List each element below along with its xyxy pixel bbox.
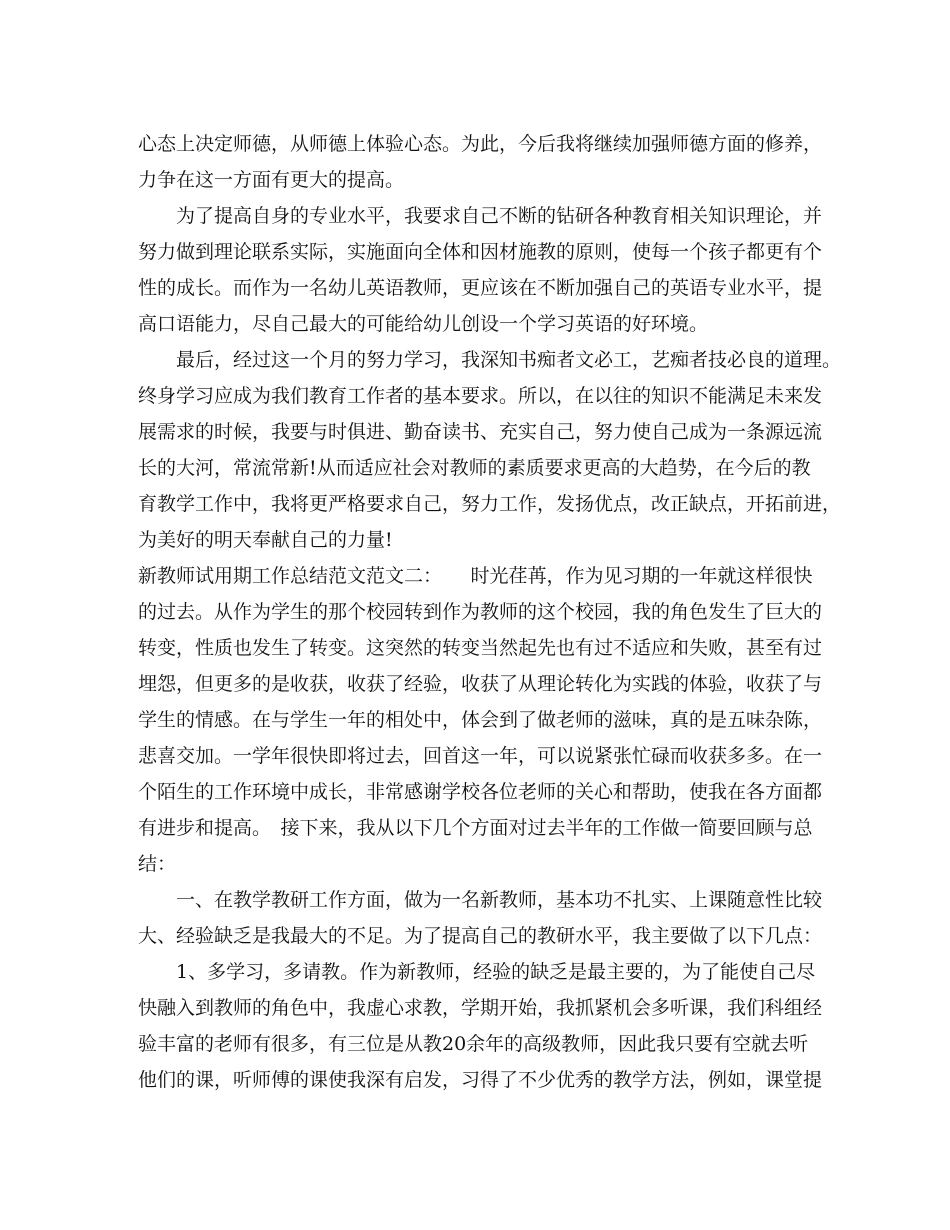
text-line: 悲喜交加。一学年很快即将过去，回首这一年，可以说紧张忙碌而收获多多。在一 — [138, 745, 823, 767]
text-line: 心态上决定师德，从师德上体验心态。为此，今后我将继续加强师德方面的修养， — [138, 133, 823, 155]
text-line: 学生的情感。在与学生一年的相处中，体会到了做老师的滋味，真的是五味杂陈， — [138, 709, 823, 731]
text-line: 一、在教学教研工作方面，做为一名新教师，基本功不扎实、上课随意性比较 — [138, 889, 823, 911]
text-line: 性的成长。而作为一名幼儿英语教师，更应该在不断加强自己的英语专业水平，提 — [138, 277, 823, 299]
text-line: 育教学工作中，我将更严格要求自己，努力工作，发扬优点，改正缺点，开拓前进， — [138, 493, 842, 515]
text-line: 个陌生的工作环境中成长，非常感谢学校各位老师的关心和帮助，使我在各方面都 — [138, 781, 823, 803]
text-line: 他们的课，听师傅的课使我深有启发，习得了不少优秀的教学方法，例如，课堂提 — [138, 1069, 823, 1091]
text-line: 终身学习应成为我们教育工作者的基本要求。所以，在以往的知识不能满足未来发 — [138, 385, 823, 407]
text-line: 1、多学习，多请教。作为新教师，经验的缺乏是最主要的，为了能使自己尽 — [138, 961, 816, 983]
text-line: 为美好的明天奉献自己的力量! — [138, 529, 393, 551]
text-line: 展需求的时候，我要与时俱进、勤奋读书、充实自己，努力使自己成为一条源远流 — [138, 421, 823, 443]
text-line: 力争在这一方面有更大的提高。 — [138, 169, 405, 191]
text-line: 努力做到理论联系实际，实施面向全体和因材施教的原则，使每一个孩子都更有个 — [138, 241, 823, 263]
text-line: 的过去。从作为学生的那个校园转到作为教师的这个校园，我的角色发生了巨大的 — [138, 601, 823, 623]
text-line: 转变，性质也发生了转变。这突然的转变当然起先也有过不适应和失败，甚至有过 — [138, 637, 823, 659]
text-line: 最后，经过这一个月的努力学习，我深知书痴者文必工，艺痴者技必良的道理。 — [138, 349, 842, 371]
section-heading-line: 新教师试用期工作总结范文范文二： 时光荏苒，作为见习期的一年就这样很快 — [138, 565, 813, 587]
text-line: 埋怨，但更多的是收获，收获了经验，收获了从理论转化为实践的体验，收获了与 — [138, 673, 823, 695]
text-line: 结： — [138, 853, 177, 875]
text-line: 为了提高自身的专业水平，我要求自己不断的钻研各种教育相关知识理论，并 — [138, 205, 823, 227]
body-text — [138, 126, 842, 1098]
text-line: 长的大河，常流常新!从而适应社会对教师的素质要求更高的大趋势，在今后的教 — [138, 457, 811, 479]
text-line: 有进步和提高。 接下来，我从以下几个方面对过去半年的工作做一简要回顾与总 — [138, 817, 813, 839]
text-line: 验丰富的老师有很多，有三位是从教20余年的高级教师，因此我只要有空就去听 — [138, 1033, 809, 1055]
text-line: 快融入到教师的角色中，我虚心求教，学期开始，我抓紧机会多听课，我们科组经 — [138, 997, 823, 1019]
text-line: 大、经验缺乏是我最大的不足。为了提高自己的教研水平，我主要做了以下几点： — [138, 925, 823, 947]
text-line: 高口语能力，尽自己最大的可能给幼儿创设一个学习英语的好环境。 — [138, 313, 709, 335]
